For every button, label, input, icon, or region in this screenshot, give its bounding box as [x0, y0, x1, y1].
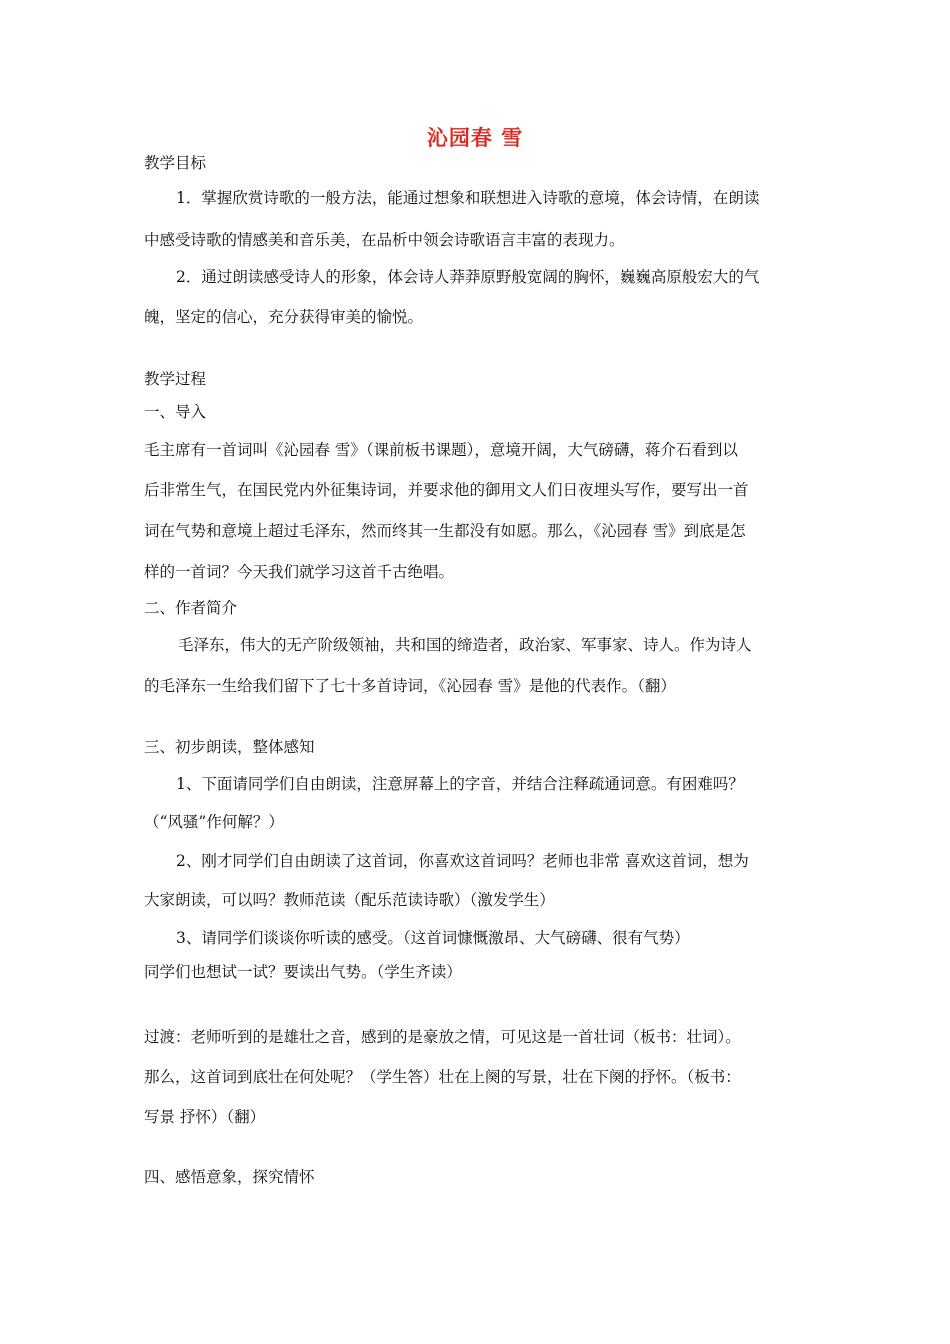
part-3-item-2-line-1: 2、刚才同学们自由朗读了这首词，你喜欢这首词吗？老师也非常 喜欢这首词，想为	[176, 852, 749, 870]
part-1-line-3: 词在气势和意境上超过毛泽东，然而终其一生都没有如愿。那么，《沁园春 雪》到底是怎	[144, 522, 746, 540]
goal-1-line-1: 1．掌握欣赏诗歌的一般方法，能通过想象和联想进入诗歌的意境，体会诗情，在朗读	[176, 189, 760, 207]
part-1-heading: 一、导入	[144, 403, 207, 421]
section-heading-process: 教学过程	[144, 370, 207, 388]
part-1-line-2: 后非常生气，在国民党内外征集诗词，并要求他的御用文人们日夜埋头写作，要写出一首	[144, 481, 749, 499]
part-3-item-1-line-2: （“风骚”作何解？）	[144, 813, 284, 831]
part-3-item-3-line-1: 3、请同学们谈谈你听读的感受。（这首词慷慨激昂、大气磅礴、很有气势）	[176, 929, 690, 947]
part-1-line-4: 样的一首词？今天我们就学习这首千古绝唱。	[144, 563, 455, 581]
transition-line-1: 过渡：老师听到的是雄壮之音，感到的是豪放之情，可见这是一首壮词（板书：壮词）。	[144, 1028, 741, 1046]
document-title: 沁园春 雪	[426, 126, 524, 150]
part-2-line-1: 毛泽东，伟大的无产阶级领袖，共和国的缔造者，政治家、军事家、诗人。作为诗人	[178, 636, 752, 654]
part-1-line-1: 毛主席有一首词叫《沁园春 雪》（课前板书课题），意境开阔，大气磅礴，蒋介石看到以	[144, 441, 738, 459]
part-3-item-3-line-2: 同学们也想试一试？要读出气势。（学生齐读）	[144, 963, 462, 981]
part-4-heading: 四、感悟意象，探究情怀	[144, 1168, 315, 1186]
part-3-heading: 三、初步朗读，整体感知	[144, 738, 315, 756]
part-3-item-1-line-1: 1、下面请同学们自由朗读，注意屏幕上的字音，并结合注释疏通词意。有困难吗？	[176, 775, 744, 793]
goal-2-line-2: 魄，坚定的信心，充分获得审美的愉悦。	[144, 308, 424, 326]
part-3-item-2-line-2: 大家朗读，可以吗？教师范读（配乐范读诗歌）（激发学生）	[144, 891, 555, 909]
goal-2-line-1: 2．通过朗读感受诗人的形象，体会诗人莽莽原野般宽阔的胸怀，巍巍高原般宏大的气	[176, 268, 760, 286]
goal-1-line-2: 中感受诗歌的情感美和音乐美，在品析中领会诗歌语言丰富的表现力。	[144, 231, 625, 249]
section-heading-goals: 教学目标	[144, 154, 207, 172]
part-2-line-2: 的毛泽东一生给我们留下了七十多首诗词，《沁园春 雪》是他的代表作。（翻）	[144, 677, 676, 695]
transition-line-3: 写景 抒怀）（翻）	[144, 1108, 266, 1126]
transition-line-2: 那么，这首词到底壮在何处呢？（学生答）壮在上阕的写景，壮在下阕的抒怀。（板书：	[144, 1068, 741, 1086]
part-2-heading: 二、作者简介	[144, 599, 238, 617]
